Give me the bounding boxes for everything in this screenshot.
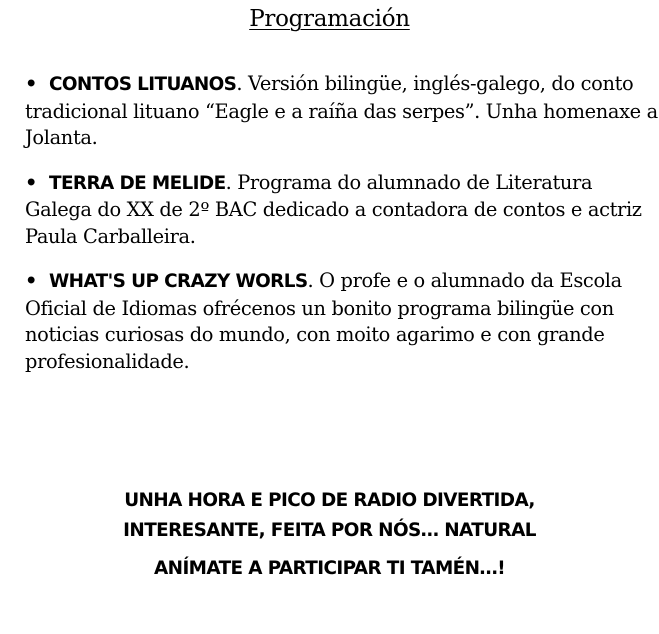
program-item-title: WHAT'S UP CRAZY WORLS (49, 271, 308, 292)
bullet-icon: • (25, 170, 38, 194)
page-title: Programación (249, 6, 410, 32)
program-item-description: . O profe e o alumnado da Escola Oficial de Idiomas ofrécenos un bonito programa bilingüe con noticias curiosas do mundo, con moito agarimo e con grande profesionalidade. (25, 269, 622, 373)
closing-message (0, 486, 659, 584)
program-item-description: . Versión bilingüe, inglés-galego, do conto tradicional lituano “Eagle e a raíña das serpes”. Unha homenaxe a Jolanta. (25, 72, 658, 149)
closing-line-1: UNHA HORA E PICO DE RADIO DIVERTIDA, (124, 490, 535, 511)
program-item-title: CONTOS LITUANOS (49, 74, 237, 95)
program-list (25, 71, 659, 393)
program-item-whats-up-crazy-worls (25, 268, 659, 375)
closing-line-2: INTERESANTE, FEITA POR NÓS… NATURAL (123, 520, 536, 541)
program-item-title: TERRA DE MELIDE (49, 172, 226, 194)
bullet-icon: • (25, 72, 38, 95)
closing-line-3: ANÍMATE A PARTICIPAR TI TAMÉN…! (154, 558, 505, 579)
program-item-terra-de-melide (25, 170, 659, 251)
bullet-icon: • (25, 269, 38, 292)
program-item-description: . Programa do alumnado de Literatura Galega do XX de 2º BAC dedicado a contadora de contos e actriz Paula Carballeira. (25, 170, 642, 248)
program-item-contos-lituanos (25, 71, 659, 152)
